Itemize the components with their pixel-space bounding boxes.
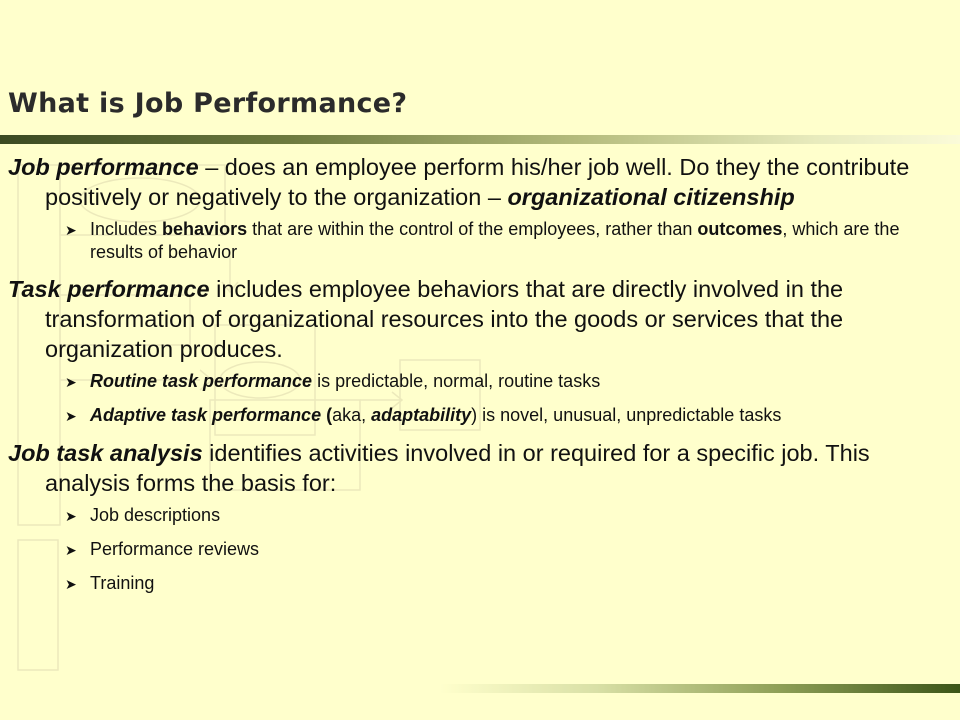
- bullet-text: ) is novel, unusual, unpredictable tasks: [471, 405, 782, 425]
- footer-accent-bar: [440, 684, 960, 693]
- term-adaptability: adaptability: [371, 405, 472, 425]
- title-divider-bar: [0, 135, 960, 144]
- paragraph-text: identifies activities involved in or required for a specific job. This analysis forms the basis for:: [45, 440, 870, 496]
- bullet-text: Includes: [90, 219, 163, 239]
- arrow-bullet-icon: ➤: [65, 508, 77, 524]
- bullet-adaptive-task-performance: [8, 404, 948, 427]
- bullet-training: [8, 572, 948, 595]
- arrow-bullet-icon: ➤: [65, 222, 77, 238]
- term-task-performance: Task performance: [8, 276, 210, 302]
- paragraph-job-task-analysis: [8, 438, 948, 498]
- term-job-performance: Job performance: [8, 154, 199, 180]
- term-organizational-citizenship: organizational citizenship: [507, 184, 795, 210]
- paragraph-task-performance: [8, 274, 948, 364]
- bullet-text: that are within the control of the employees, rather than: [247, 219, 698, 239]
- arrow-bullet-icon: ➤: [65, 408, 77, 424]
- slide-body: [8, 152, 948, 606]
- term-job-task-analysis: Job task analysis: [8, 440, 203, 466]
- bullet-performance-reviews: [8, 538, 948, 561]
- bullet-text: Performance reviews: [90, 539, 260, 559]
- term-adaptive-task-performance: Adaptive task performance: [90, 405, 322, 425]
- paragraph-text: includes employee behaviors that are directly involved in the transformation of organizational resources into the goods or services that the organization produces.: [45, 276, 844, 362]
- paragraph-job-performance: [8, 152, 948, 212]
- bullet-behaviors: [8, 218, 948, 263]
- slide-title: What is Job Performance?: [8, 88, 408, 119]
- bullet-job-descriptions: [8, 504, 948, 527]
- bullet-text: aka,: [332, 405, 372, 425]
- bullet-text: Training: [90, 573, 155, 593]
- arrow-bullet-icon: ➤: [65, 374, 77, 390]
- term-outcomes: outcomes: [697, 219, 783, 239]
- bullet-text: , which are the results of behavior: [90, 219, 900, 262]
- arrow-bullet-icon: ➤: [65, 576, 77, 592]
- paragraph-text: – does an employee perform his/her job well. Do they the contribute positively or negatively to the organization –: [45, 154, 910, 210]
- bullet-routine-task-performance: [8, 370, 948, 393]
- term-behaviors: behaviors: [162, 219, 248, 239]
- bullet-text: Job descriptions: [90, 505, 221, 525]
- bullet-text: is predictable, normal, routine tasks: [312, 371, 601, 391]
- bullet-open-paren: (: [321, 405, 333, 425]
- term-routine-task-performance: Routine task performance: [90, 371, 313, 391]
- arrow-bullet-icon: ➤: [65, 542, 77, 558]
